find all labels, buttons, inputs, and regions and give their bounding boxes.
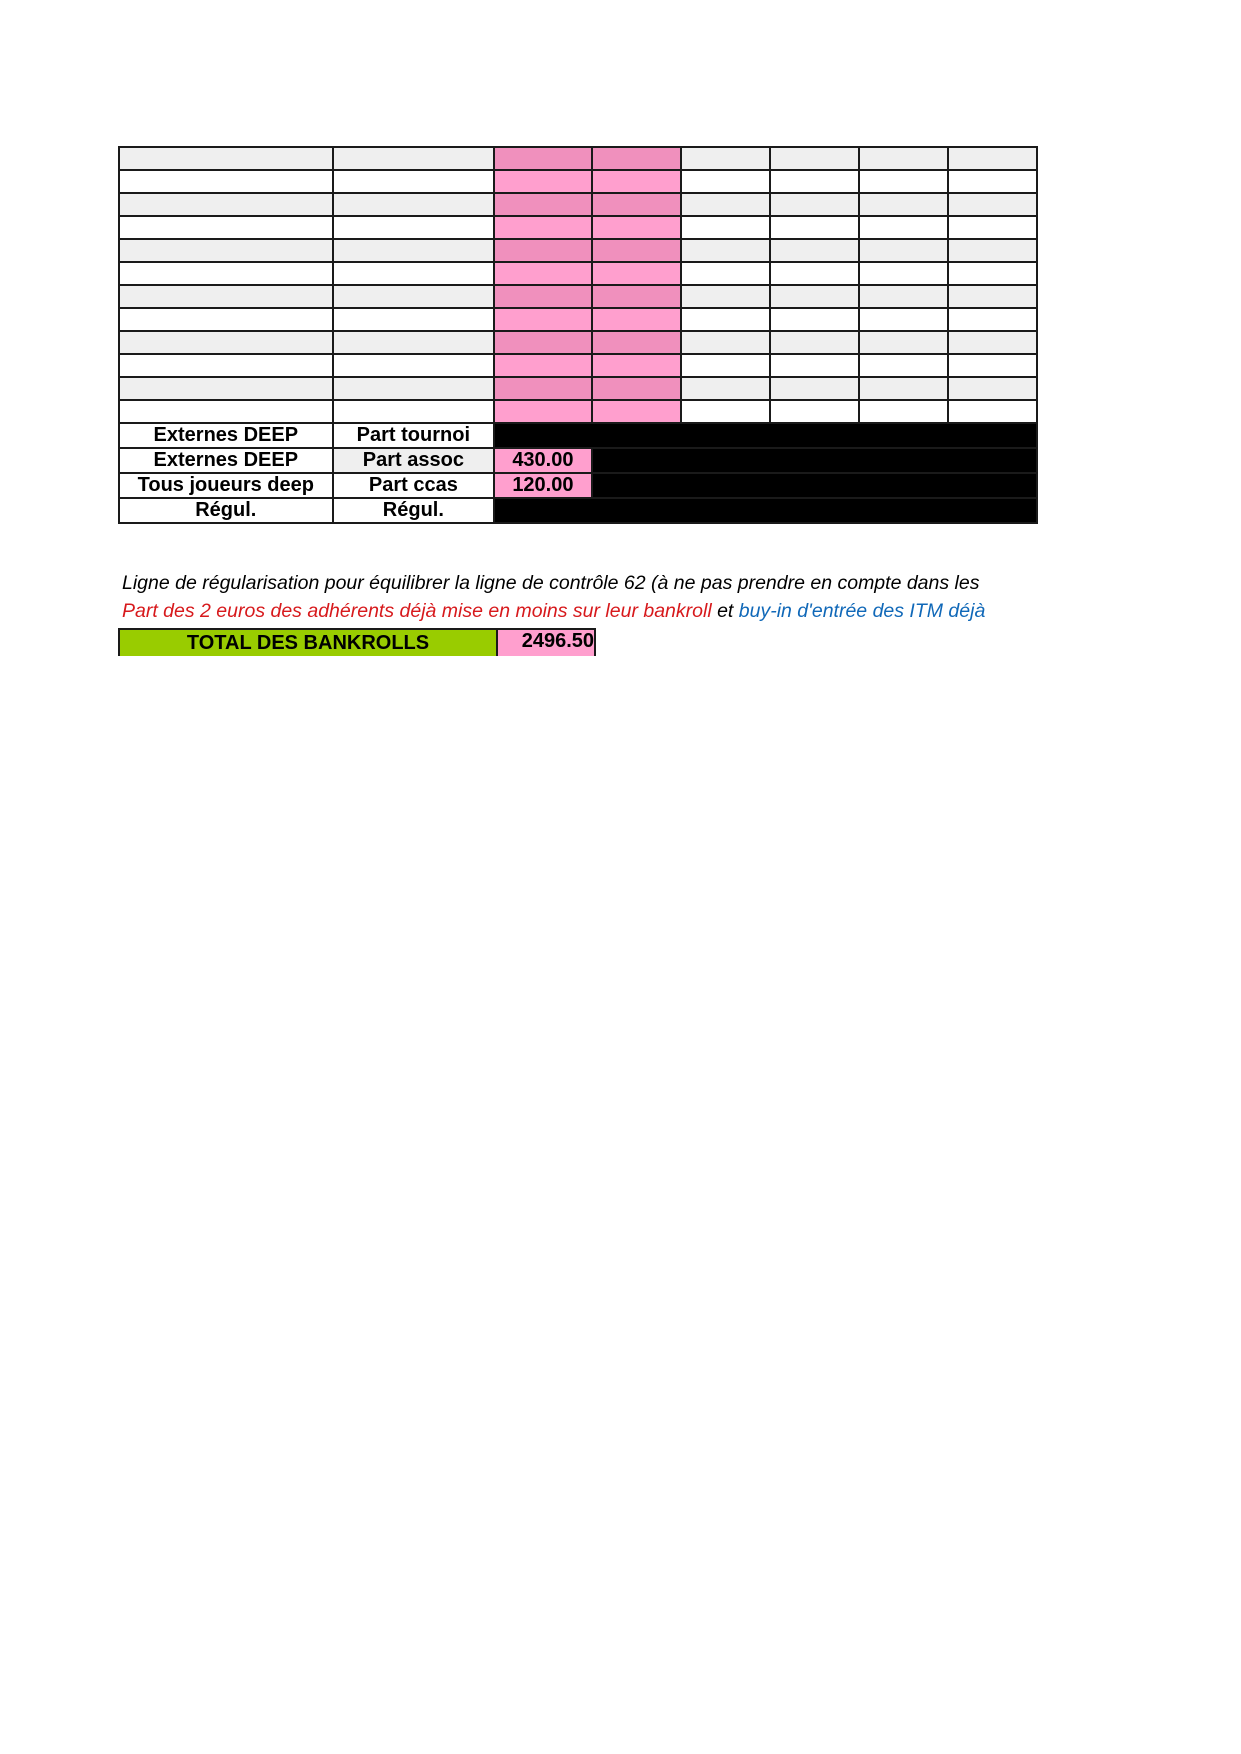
summary-row-part-ccas (119, 473, 1037, 498)
grid-cell[interactable] (859, 193, 948, 216)
grid-cell[interactable] (494, 377, 592, 400)
grid-cell[interactable] (494, 354, 592, 377)
grid-cell[interactable] (333, 377, 494, 400)
grid-cell[interactable] (592, 216, 681, 239)
grid-cell[interactable] (333, 216, 494, 239)
grid-cell[interactable] (681, 262, 770, 285)
grid-cell[interactable] (119, 354, 333, 377)
grid-cell[interactable] (948, 147, 1037, 170)
grid-cell[interactable] (333, 193, 494, 216)
grid-cell[interactable] (592, 262, 681, 285)
cell-regul-red[interactable]: Régul. (119, 498, 333, 523)
grid-cell[interactable] (494, 308, 592, 331)
grid-cell[interactable] (770, 354, 859, 377)
blacked-out-cells (592, 473, 1037, 498)
grid-cell[interactable] (770, 193, 859, 216)
grid-cell[interactable] (681, 216, 770, 239)
cell-externes-deep[interactable]: Externes DEEP (119, 423, 333, 448)
spreadsheet-page (118, 146, 1038, 656)
grid-cell[interactable] (119, 262, 333, 285)
table-row (119, 170, 1037, 193)
grid-cell[interactable] (494, 193, 592, 216)
grid-cell[interactable] (948, 331, 1037, 354)
cell-part-tournoi[interactable]: Part tournoi (333, 423, 494, 448)
grid-cell[interactable] (681, 193, 770, 216)
grid-cell[interactable] (859, 147, 948, 170)
summary-row-part-assoc (119, 448, 1037, 473)
summary-row-part-tournoi (119, 423, 1037, 448)
table-row (119, 239, 1037, 262)
grid-cell[interactable] (859, 239, 948, 262)
total-label[interactable]: TOTAL DES BANKROLLS (119, 629, 497, 656)
grid-cell[interactable] (333, 170, 494, 193)
table-row (119, 216, 1037, 239)
grid-cell[interactable] (859, 354, 948, 377)
grid-cell[interactable] (681, 239, 770, 262)
cell-part-assoc-value[interactable]: 430.00 (494, 448, 592, 473)
grid-cell[interactable] (770, 308, 859, 331)
note-red-text: Part des 2 euros des adhérents déjà mise en moins sur leur bankroll (122, 600, 712, 622)
grid-cell[interactable] (333, 331, 494, 354)
table-row (119, 400, 1037, 423)
grid-cell[interactable] (494, 239, 592, 262)
grid-cell[interactable] (859, 216, 948, 239)
grid-cell[interactable] (119, 400, 333, 423)
grid-cell[interactable] (681, 285, 770, 308)
grid-cell[interactable] (592, 354, 681, 377)
grid-cell[interactable] (333, 262, 494, 285)
grid-cell[interactable] (494, 216, 592, 239)
grid-cell[interactable] (119, 216, 333, 239)
grid-cell[interactable] (592, 147, 681, 170)
grid-cell[interactable] (948, 262, 1037, 285)
cell-part-assoc[interactable]: Part assoc (333, 448, 494, 473)
grid-cell[interactable] (770, 170, 859, 193)
blacked-out-cells (592, 448, 1037, 473)
grid-cell[interactable] (948, 308, 1037, 331)
grid-cell[interactable] (770, 377, 859, 400)
blacked-out-cells (494, 423, 1037, 448)
grid-cell[interactable] (119, 239, 333, 262)
grid-cell[interactable] (592, 400, 681, 423)
grid-cell[interactable] (494, 262, 592, 285)
grid-cell[interactable] (333, 285, 494, 308)
grid-cell[interactable] (770, 262, 859, 285)
grid-cell[interactable] (592, 331, 681, 354)
grid-cell[interactable] (948, 354, 1037, 377)
grid-cell[interactable] (948, 377, 1037, 400)
cell-tous-joueurs-deep[interactable]: Tous joueurs deep (119, 473, 333, 498)
note-connector-text: et (711, 600, 739, 622)
cell-part-ccas-value[interactable]: 120.00 (494, 473, 592, 498)
grid-cell[interactable] (859, 400, 948, 423)
grid-cell[interactable] (592, 308, 681, 331)
grid-cell[interactable] (494, 147, 592, 170)
grid-cell[interactable] (494, 331, 592, 354)
table-row (119, 377, 1037, 400)
grid-cell[interactable] (681, 354, 770, 377)
grid-cell[interactable] (333, 354, 494, 377)
grid-cell[interactable] (119, 170, 333, 193)
grid-cell[interactable] (859, 262, 948, 285)
grid-cell[interactable] (770, 216, 859, 239)
table-row (119, 354, 1037, 377)
blacked-out-cells (494, 498, 1037, 523)
grid-cell[interactable] (859, 170, 948, 193)
grid-cell[interactable] (948, 193, 1037, 216)
grid-cell[interactable] (592, 193, 681, 216)
grid-cell[interactable] (859, 377, 948, 400)
grid-cell[interactable] (592, 285, 681, 308)
grid-cell[interactable] (681, 400, 770, 423)
grid-cell[interactable] (592, 239, 681, 262)
grid-cell[interactable] (494, 285, 592, 308)
grid-cell[interactable] (119, 285, 333, 308)
grid-cell[interactable] (119, 377, 333, 400)
table-row (119, 308, 1037, 331)
grid-cell[interactable] (681, 377, 770, 400)
table-row (119, 193, 1037, 216)
table-row (119, 285, 1037, 308)
grid-cell[interactable] (494, 400, 592, 423)
cell-externes-deep[interactable]: Externes DEEP (119, 448, 333, 473)
grid-cell[interactable] (119, 193, 333, 216)
grid-cell[interactable] (770, 147, 859, 170)
grid-cell[interactable] (948, 400, 1037, 423)
grid-cell[interactable] (333, 308, 494, 331)
grid-cell[interactable] (770, 239, 859, 262)
grid-cell[interactable] (948, 285, 1037, 308)
summary-row-regul (119, 498, 1037, 523)
grid-cell[interactable] (681, 308, 770, 331)
grid-cell[interactable] (592, 170, 681, 193)
bankroll-grid (118, 146, 1038, 524)
grid-cell[interactable] (592, 377, 681, 400)
grid-cell[interactable] (681, 331, 770, 354)
grid-cell[interactable] (948, 216, 1037, 239)
cell-part-ccas[interactable]: Part ccas (333, 473, 494, 498)
grid-cell[interactable] (119, 147, 333, 170)
grid-cell[interactable] (494, 170, 592, 193)
grid-cell[interactable] (119, 308, 333, 331)
grid-cell[interactable] (333, 400, 494, 423)
grid-cell[interactable] (948, 239, 1037, 262)
grid-cell[interactable] (333, 147, 494, 170)
grid-cell[interactable] (859, 285, 948, 308)
grid-cell[interactable] (859, 331, 948, 354)
regularisation-note: Ligne de régularisation pour équilibrer la ligne de contrôle 62 (à ne pas prendre en compte dans les (122, 572, 980, 594)
total-value[interactable]: 2496.50 (497, 629, 595, 656)
grid-cell[interactable] (770, 285, 859, 308)
note-blue-text: buy-in d'entrée des ITM déjà (738, 600, 986, 622)
table-row (119, 262, 1037, 285)
grid-cell[interactable] (119, 331, 333, 354)
table-row (119, 331, 1037, 354)
grid-cell[interactable] (859, 308, 948, 331)
grid-cell[interactable] (948, 170, 1037, 193)
grid-cell[interactable] (681, 170, 770, 193)
grid-cell[interactable] (333, 239, 494, 262)
total-bankrolls (118, 628, 596, 656)
part-note (122, 600, 985, 623)
table-row (119, 147, 1037, 170)
grid-cell[interactable] (770, 400, 859, 423)
grid-cell[interactable] (681, 147, 770, 170)
grid-cell[interactable] (770, 331, 859, 354)
cell-regul-blue[interactable]: Régul. (333, 498, 494, 523)
